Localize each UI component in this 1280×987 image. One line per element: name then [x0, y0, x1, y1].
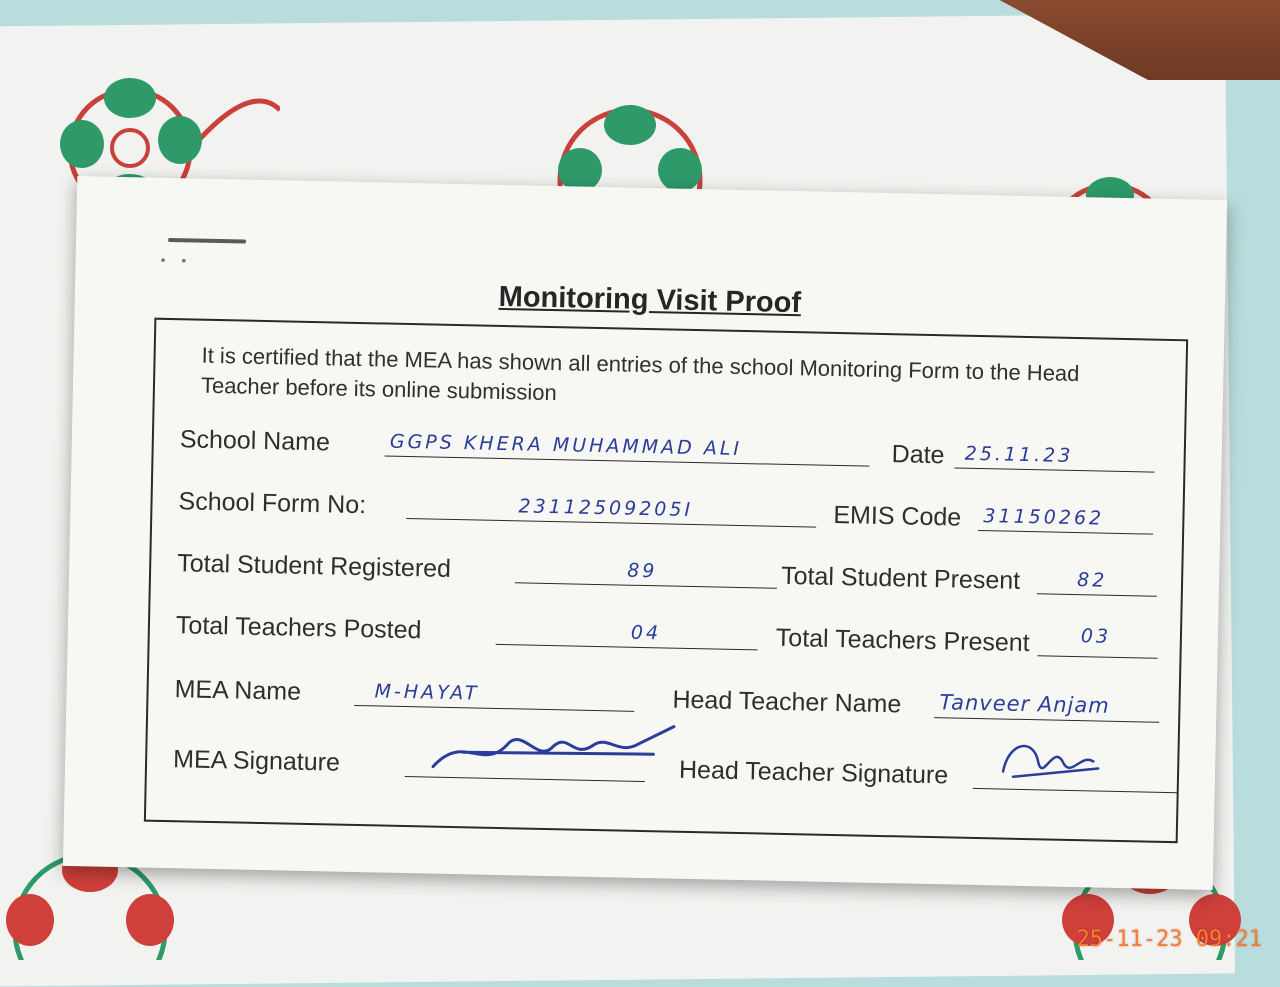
mea-signature-label: MEA Signature	[172, 745, 341, 777]
row-form-no-emis	[178, 482, 1169, 543]
total-student-present-label: Total Student Present	[780, 561, 1021, 595]
mea-name-value: M-HAYAT	[374, 680, 480, 705]
mea-name-label: MEA Name	[174, 675, 302, 706]
total-teachers-present-value: 03	[1080, 625, 1112, 648]
total-student-present-value: 82	[1076, 569, 1108, 592]
form-frame	[144, 318, 1188, 844]
emis-code-label: EMIS Code	[833, 500, 962, 532]
date-label: Date	[891, 440, 945, 470]
head-teacher-name-value: Tanveer Anjam	[939, 690, 1110, 718]
staple-mark	[168, 238, 246, 244]
row-teachers	[176, 606, 1167, 667]
head-teacher-name-underline	[934, 717, 1159, 723]
head-teacher-name-label: Head Teacher Name	[672, 685, 902, 719]
form-title: Monitoring Visit Proof	[498, 280, 802, 320]
head-teacher-signature-label: Head Teacher Signature	[678, 755, 949, 790]
school-form-no-underline	[406, 518, 816, 528]
total-teachers-present-label: Total Teachers Present	[775, 623, 1030, 658]
total-student-present-underline	[1037, 593, 1157, 597]
school-form-no-value: 23112509205I	[518, 495, 694, 521]
date-value: 25.11.23	[964, 442, 1074, 467]
total-teachers-present-underline	[1038, 655, 1158, 659]
punch-holes: • •	[160, 251, 193, 269]
total-teachers-posted-value: 04	[630, 621, 662, 645]
emis-code-underline	[978, 530, 1153, 535]
total-student-registered-underline	[515, 582, 777, 588]
mea-signature-drawing	[423, 711, 684, 786]
school-name-value: GGPS KHERA MUHAMMAD ALI	[389, 430, 743, 461]
head-teacher-signature-drawing	[993, 731, 1104, 793]
flower-drawing-top-center	[540, 80, 740, 200]
total-student-registered-value: 89	[626, 559, 658, 583]
row-school-name-date	[179, 420, 1170, 481]
monitoring-visit-proof-card	[63, 176, 1227, 890]
mea-name-underline	[354, 705, 634, 712]
camera-timestamp: 25-11-23 09:21	[1076, 927, 1262, 952]
total-student-registered-label: Total Student Registered	[176, 549, 452, 583]
row-signatures	[173, 740, 1164, 801]
emis-code-value: 31150262	[983, 505, 1105, 530]
total-teachers-posted-label: Total Teachers Posted	[175, 611, 422, 645]
certification-statement: It is certified that the MEA has shown all entries of the school Monitoring Form to the Head Teacher before its online submission	[200, 342, 1080, 406]
date-underline	[954, 467, 1154, 472]
row-students	[177, 544, 1168, 605]
school-form-no-label: School Form No:	[178, 487, 367, 520]
school-name-label: School Name	[179, 425, 331, 457]
total-teachers-posted-underline	[496, 644, 758, 650]
